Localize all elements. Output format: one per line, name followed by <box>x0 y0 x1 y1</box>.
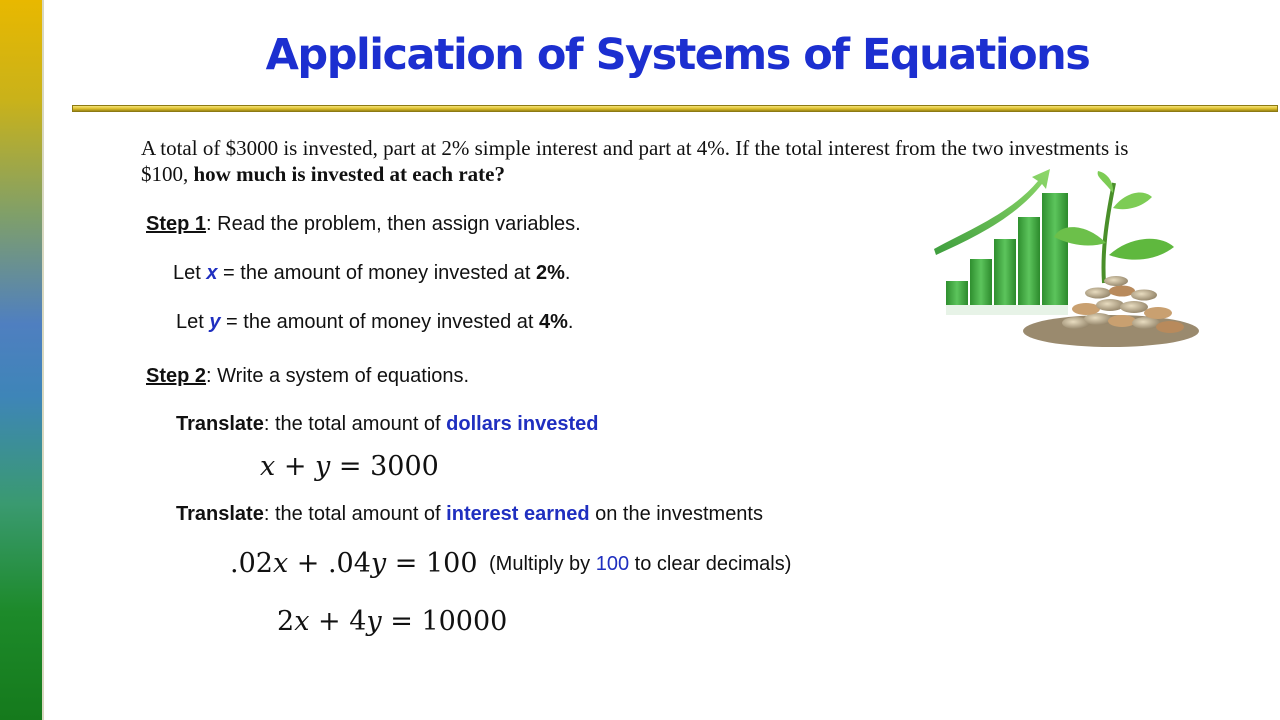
eq3-c1: 2 <box>277 606 295 637</box>
let-y-pre: Let <box>176 311 210 333</box>
translate2-text: : the total amount of <box>263 503 447 525</box>
money-growth-illustration <box>926 163 1211 353</box>
let-y-line <box>176 311 573 334</box>
equation-1 <box>260 451 439 482</box>
eq2-op: + .04 <box>288 548 371 579</box>
eq1-rhs: = 3000 <box>330 451 439 482</box>
slide-title: Application of Systems of Equations <box>265 30 1090 80</box>
eq3-y: y <box>366 606 382 637</box>
eq2-rhs: = 100 <box>386 548 478 579</box>
let-x-pre: Let <box>173 262 207 284</box>
note-post: to clear decimals) <box>629 553 792 575</box>
rate-2: 2% <box>536 262 565 284</box>
eq2-y: y <box>370 548 387 579</box>
step1-line <box>146 213 581 236</box>
translate2-label: Translate <box>176 503 264 525</box>
eq1-op: + <box>275 451 316 482</box>
problem-text: A total of $3000 is invested, part at 2% simple interest and part at 4%. If the total interest from the two investments is $100, <box>141 136 1129 186</box>
let-y-mid: = the amount of money invested at <box>220 311 540 333</box>
eq3-x: x <box>294 606 310 637</box>
note-pre: (Multiply by <box>489 553 596 575</box>
var-y: y <box>209 311 221 333</box>
eq3-rhs: = 10000 <box>381 606 508 637</box>
step2-line <box>146 365 469 388</box>
side-gradient-bar <box>0 0 44 720</box>
let-x-mid: = the amount of money invested at <box>217 262 537 284</box>
rate-4: 4% <box>539 311 568 333</box>
translate2-line <box>176 503 763 526</box>
translate1-line <box>176 413 598 436</box>
eq1-x: x <box>260 451 276 482</box>
title-divider <box>72 105 1278 112</box>
interest-earned-highlight: interest earned <box>446 503 590 525</box>
multiply-note <box>489 553 791 576</box>
problem-question: how much is invested at each rate? <box>193 162 505 186</box>
let-y-end: . <box>567 311 574 333</box>
step2-text: : Write a system of equations. <box>206 365 470 387</box>
translate1-label: Translate <box>176 413 264 435</box>
eq2-c1: .02 <box>230 548 273 579</box>
let-x-line <box>173 262 570 285</box>
plant-sprout-icon <box>1054 171 1174 283</box>
dollars-invested-highlight: dollars invested <box>446 413 599 435</box>
step1-label: Step 1 <box>146 213 207 235</box>
let-x-end: . <box>564 262 571 284</box>
eq1-y: y <box>315 451 331 482</box>
step2-label: Step 2 <box>146 365 207 387</box>
translate1-text: : the total amount of <box>263 413 447 435</box>
step1-text: : Read the problem, then assign variables. <box>206 213 581 235</box>
note-100: 100 <box>595 553 630 575</box>
equation-2 <box>230 548 478 579</box>
equation-3 <box>277 606 507 637</box>
translate2-end: on the investments <box>589 503 763 525</box>
var-x: x <box>206 262 218 284</box>
eq2-x: x <box>272 548 289 579</box>
eq3-op: + 4 <box>309 606 367 637</box>
